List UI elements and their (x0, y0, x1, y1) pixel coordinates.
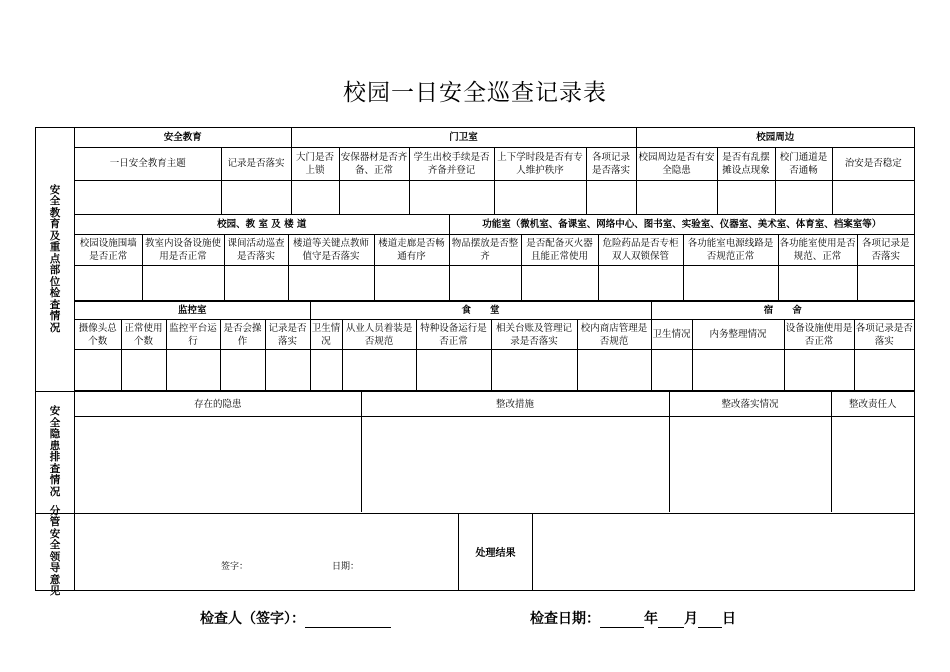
date-label: 日期： (332, 562, 360, 572)
col-header: 安保器材是否齐备、正常 (339, 147, 409, 180)
entry-cell[interactable] (221, 180, 291, 214)
col-header: 各项记录是否落实 (854, 320, 914, 350)
entry-cell[interactable] (75, 350, 121, 391)
col-header-hazards: 存在的隐患 (75, 391, 361, 416)
entry-cell[interactable] (166, 350, 220, 391)
group-safety-education: 安全教育 (75, 128, 291, 147)
col-header: 楼道等关键点教师值守是否落实 (288, 235, 374, 266)
measures-entry[interactable] (361, 416, 669, 512)
leader-opinion-row (75, 513, 914, 590)
col-header: 楼道走廊是否畅通有序 (374, 235, 449, 266)
group-campus-classroom-corridor: 校园、教 室 及 楼 道 (75, 215, 449, 235)
entry-cell[interactable] (683, 266, 778, 301)
entry-cell[interactable] (220, 350, 265, 391)
col-header: 校门通道是否通畅 (775, 147, 832, 180)
entry-cell[interactable] (224, 266, 288, 301)
col-header: 上下学时段是否有专人维护秩序 (494, 147, 586, 180)
entry-cell[interactable] (577, 350, 651, 391)
implementation-entry[interactable] (669, 416, 831, 512)
entry-cell[interactable] (310, 350, 342, 391)
col-header: 相关台账及管理记录是否落实 (491, 320, 577, 350)
col-header: 摄像头总个数 (75, 320, 121, 350)
entry-cell[interactable] (784, 350, 854, 391)
entry-cell[interactable] (636, 180, 717, 214)
block1-table (75, 128, 914, 215)
col-header: 记录是否落实 (221, 147, 291, 180)
col-header: 各功能室使用是否规范、正常 (778, 235, 857, 266)
entry-cell[interactable] (692, 350, 784, 391)
col-header: 各项记录是否落实 (857, 235, 914, 266)
entry-cell[interactable] (288, 266, 374, 301)
entry-cell[interactable] (374, 266, 449, 301)
year-label: 年 (644, 611, 658, 627)
group-canteen: 食 堂 (310, 302, 651, 320)
year-field[interactable] (600, 613, 644, 628)
entry-cell[interactable] (142, 266, 224, 301)
col-header: 卫生情况 (651, 320, 692, 350)
entry-cell[interactable] (775, 180, 832, 214)
col-header: 大门是否上锁 (291, 147, 339, 180)
col-header: 教室内设备设施使用是否正常 (142, 235, 224, 266)
col-header: 一日安全教育主题 (75, 147, 221, 180)
entry-cell[interactable] (265, 350, 310, 391)
col-header: 是否会操作 (220, 320, 265, 350)
entry-cell[interactable] (449, 266, 521, 301)
col-header: 是否有乱摆摊设点现象 (717, 147, 775, 180)
entry-cell[interactable] (494, 180, 586, 214)
sign-label: 签字： (221, 562, 249, 572)
col-header: 从业人员着装是否规范 (342, 320, 416, 350)
day-field[interactable] (698, 613, 722, 628)
col-header: 特种设备运行是否正常 (416, 320, 491, 350)
col-header: 监控平台运行 (166, 320, 220, 350)
inspection-date-label: 检查日期： (530, 611, 600, 627)
entry-cell[interactable] (586, 180, 636, 214)
month-field[interactable] (658, 613, 684, 628)
entry-cell[interactable] (598, 266, 683, 301)
entry-cell[interactable] (121, 350, 166, 391)
inspector-signature (200, 608, 391, 628)
section3-label: 分管安全领导意见 (49, 504, 61, 597)
hazard-table (75, 391, 914, 512)
entry-cell[interactable] (857, 266, 914, 301)
col-header: 治安是否稳定 (832, 147, 914, 180)
group-campus-surroundings: 校园周边 (636, 128, 914, 147)
col-header: 学生出校手续是否齐备并登记 (409, 147, 494, 180)
col-header: 各功能室电源线路是否规范正常 (683, 235, 778, 266)
entry-cell[interactable] (832, 180, 914, 214)
inspection-form-table (35, 127, 915, 597)
col-header: 物品摆放是否整齐 (449, 235, 521, 266)
entry-cell[interactable] (342, 350, 416, 391)
entry-cell[interactable] (778, 266, 857, 301)
group-monitoring-room: 监控室 (75, 302, 310, 320)
col-header: 正常使用个数 (121, 320, 166, 350)
form-title: 校园一日安全巡查记录表 (343, 80, 607, 106)
entry-cell[interactable] (291, 180, 339, 214)
hazards-entry[interactable] (75, 416, 361, 512)
col-header-responsible: 整改责任人 (831, 391, 914, 416)
col-header-implementation: 整改落实情况 (669, 391, 831, 416)
entry-cell[interactable] (416, 350, 491, 391)
col-header: 设备设施使用是否正常 (784, 320, 854, 350)
block2-table (75, 214, 914, 301)
group-guard-room: 门卫室 (291, 128, 636, 147)
col-header: 卫生情况 (310, 320, 342, 350)
section2-label-cell (36, 391, 75, 513)
col-header: 记录是否落实 (265, 320, 310, 350)
col-header: 内务整理情况 (692, 320, 784, 350)
result-label: 处理结果 (475, 548, 516, 559)
section1-label: 安全教育及重点部位检查情况 (49, 183, 61, 334)
section1-label-cell (36, 128, 75, 391)
col-header: 是否配备灭火器且能正常使用 (521, 235, 598, 266)
responsible-entry[interactable] (831, 416, 914, 512)
col-header: 校园周边是否有安全隐患 (636, 147, 717, 180)
group-function-rooms: 功能室（微机室、备课室、网络中心、图书室、实验室、仪器室、美术室、体育室、档案室等） (449, 215, 914, 235)
group-dormitory: 宿 舍 (651, 302, 914, 320)
col-header: 课间活动巡查是否落实 (224, 235, 288, 266)
entry-cell[interactable] (409, 180, 494, 214)
entry-cell[interactable] (854, 350, 914, 391)
col-header: 校园设施围墙是否正常 (75, 235, 142, 266)
col-header-measures: 整改措施 (361, 391, 669, 416)
entry-cell[interactable] (651, 350, 692, 391)
entry-cell[interactable] (75, 266, 142, 301)
section3-label-cell (36, 504, 75, 597)
entry-cell[interactable] (521, 266, 598, 301)
entry-cell[interactable] (717, 180, 775, 214)
entry-cell[interactable] (339, 180, 409, 214)
day-label: 日 (722, 611, 736, 627)
inspector-signature-field[interactable] (305, 613, 391, 628)
month-label: 月 (684, 611, 698, 627)
section2-label: 安全隐患排查情况 (49, 405, 61, 498)
col-header: 危险药品是否专柜双人双锁保管 (598, 235, 683, 266)
inspection-date (530, 608, 736, 628)
entry-cell[interactable] (75, 180, 221, 214)
col-header: 各项记录是否落实 (586, 147, 636, 180)
col-header: 校内商店管理是否规范 (577, 320, 651, 350)
inspector-label: 检查人（签字）： (200, 611, 305, 627)
block3-table (75, 301, 914, 391)
entry-cell[interactable] (491, 350, 577, 391)
